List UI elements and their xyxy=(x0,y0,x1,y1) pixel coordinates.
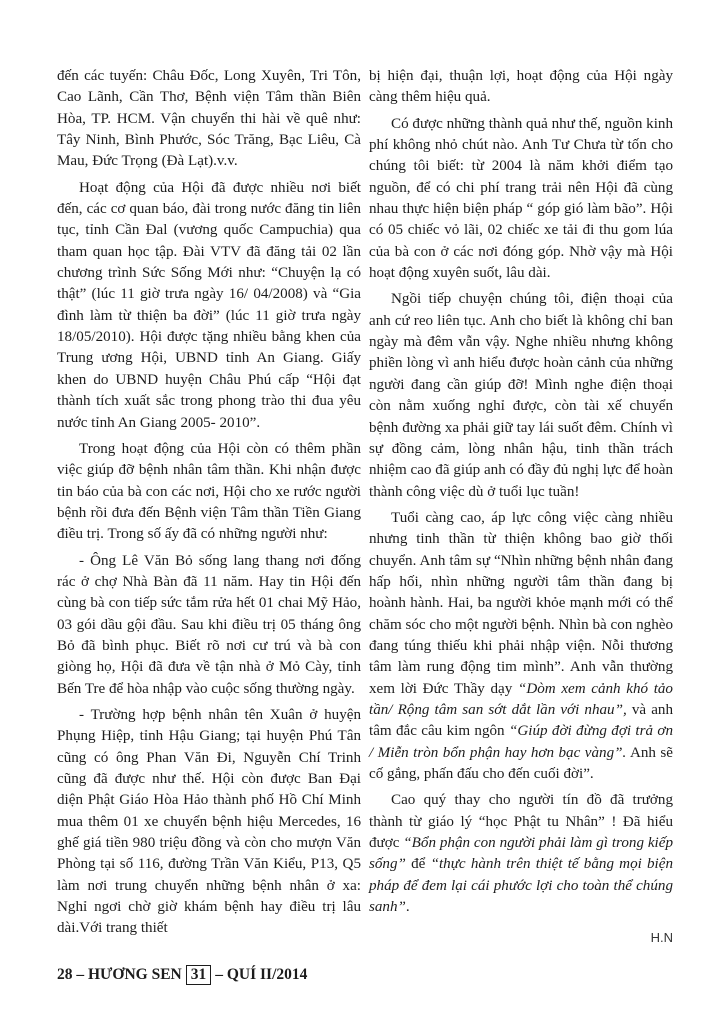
text-run: . xyxy=(405,899,410,916)
article-paragraph: Ngồi tiếp chuyện chúng tôi, điện thoại của anh cứ reo liên tục. Anh cho biết là không chỉ ban ngày mà đêm vẫn vậy. Nghe nhiều nhưng không phiền lòng vì anh hiểu được hoàn cảnh của những người đang cần giúp đỡ! Mình nghe điện thoại còn nằm xuống nghỉ được, còn tài xế chuyển bệnh đường xa phải giữ tay lái suốt đêm. Chính vì sự đồng cảm, lòng nhân hậu, tinh thần trách nhiệm cao đã giúp anh có đầy đủ nghị lực để hoàn thành công việc dù ở tuổi lục tuần! xyxy=(369,291,673,500)
article-left-column xyxy=(57,66,361,945)
article-paragraph: - Trường hợp bệnh nhân tên Xuân ở huyện Phụng Hiệp, tỉnh Hậu Giang; tại huyện Phú Tân cũng có ông Phan Văn Đi, Nguyễn Chí Trinh cũng đã được như thế. Hội còn được Ban Đại diện Phật Giáo Hòa Hảo thành phố Hồ Chí Minh mua thêm 01 xe chuyển bệnh hiệu Mercedes, 16 ghế giá tiền 980 triệu đồng và còn cho mượn Văn Phòng tại số 116, đường Trần Văn Kiểu, P13, Q5 làm nơi trung chuyển những bệnh nhân ở xa: Nghỉ ngơi chờ giờ khám bệnh hay điều trị lâu dài.Với trang thiết xyxy=(57,706,361,937)
issue-number-box: 31 xyxy=(186,965,212,985)
quote-italic: “Giúp đời đừng đợi trả ơn / Miễn tròn bổn phận hay hơn bạc vàng”. xyxy=(369,723,673,761)
magazine-name: HƯƠNG SEN xyxy=(88,966,182,983)
author-signature: H.N xyxy=(650,930,673,945)
footer-dash: – xyxy=(76,966,85,983)
footer-dash: – xyxy=(215,966,223,983)
quote-italic: “Bổn phận con người phải làm gì trong kiếp sống” xyxy=(369,835,673,873)
quote-italic: “thực hành trên thiệt tế bằng mọi biện pháp để đem lại cái phước lợi cho toàn thể chúng sanh” xyxy=(369,856,673,916)
page-number: 28 xyxy=(57,966,73,983)
article-paragraph: Có được những thành quả như thế, nguồn kinh phí không nhỏ chút nào. Anh Tư Chưa từ tốn cho chúng tôi biết: từ 2004 là năm khởi điểm tạo nguồn, để có chi phí trang trải nên Hội đã cùng nhau thực hiện biện pháp “ góp gió làm bão”. Hội có 05 chiếc vỏ lãi, 02 chiếc xe tải đi thu gom lúa của bà con ở các nơi đóng góp. Nhờ vậy mà Hội hoạt động xuyên suốt, lâu dài. xyxy=(369,115,673,282)
article-paragraph xyxy=(369,508,673,785)
text-run: Tuổi càng cao, áp lực công việc càng nhiều nhưng tinh thần từ thiện không bao giờ thối chuyển. Anh tâm sự “Nhìn những bệnh nhân đang hấp hối, nhìn những người tâm thần đang bị hoành hành. Hai, ba người khỏe mạnh mới có thể chăm sóc cho một người bệnh. Nhìn bà con nghèo đang túng thiếu khi phải nhập viện. Nỗi thương tâm làm rung động tim mình”. Anh vẫn thường xem lời Đức Thầy dạy xyxy=(369,509,673,697)
article-right-column xyxy=(369,66,673,923)
quote-italic: “Dòm xem cảnh khó tảo tần/ Rộng tâm san sớt dắt lần với nhau”, xyxy=(369,680,673,718)
article-paragraph: bị hiện đại, thuận lợi, hoạt động của Hội ngày càng thêm hiệu quả. xyxy=(369,68,673,106)
issue-quarter: QUÍ II/2014 xyxy=(226,966,308,983)
text-run: và anh tâm đắc câu kim ngôn xyxy=(369,701,674,740)
article-paragraph: - Ông Lê Văn Bỏ sống lang thang nơi đống rác ở chợ Nhà Bàn đã 11 năm. Hay tin Hội đến cùng bà con tiếp sức tắm rửa hết 01 chai Mỹ Hảo, 03 gói dầu gội đầu. Sau khi điều trị 05 tháng ông Bỏ đã bình phục. Biết rõ nơi cư trú và bà con giòng họ, Hội đã đưa về tận nhà ở Mỏ Cày, tỉnh Bến Tre để hòa nhập vào cuộc sống thường ngày. xyxy=(57,552,361,697)
article-paragraph: Trong hoạt động của Hội còn có thêm phần việc giúp đỡ bệnh nhân tâm thần. Khi nhận được tin báo của bà con các nơi, Hội cho xe rước người bệnh rồi đưa đến Bệnh viện Tâm thần Tiền Giang điều trị. Trong số ấy đã có những người như: xyxy=(57,440,361,543)
page-footer xyxy=(57,965,307,985)
article-paragraph: đến các tuyến: Châu Đốc, Long Xuyên, Tri Tôn, Cao Lãnh, Cần Thơ, Bệnh viện Tâm thần Biên Hòa, TP. HCM. Vận chuyển thi hài về quê như: Tây Ninh, Bình Phước, Sóc Trăng, Bạc Liêu, Cà Mau, Đức Trọng (Đà Lạt).v.v. xyxy=(57,68,361,170)
text-run: Cao quý thay cho người tín đồ đã trưởng thành từ giáo lý “học Phật tu Nhân” ! Đã hiểu được xyxy=(369,792,673,852)
text-run: Anh sẽ cố gắng, phấn đấu cho đến cuối đời”. xyxy=(369,744,673,782)
text-run: để xyxy=(405,856,431,873)
article-paragraph xyxy=(369,790,673,918)
article-paragraph: Hoạt động của Hội đã được nhiều nơi biết đến, các cơ quan báo, đài trong nước đăng tin liên tục, tỉnh Cần Đal (vương quốc Campuchia) qua tham quan học tập. Đài VTV đã đăng tải 02 lần chương trình Sức Sống Mới như: “Chuyện lạ có thật” (lúc 11 giờ trưa ngày 16/ 04/2008) và “Gia đình làm từ thiện ba đời” (lúc 11 giờ trưa ngày 18/05/2010). Hội được tặng nhiều bằng khen của Trung ương Hội, UBND tỉnh An Giang. Giấy khen do UBND huyện Châu Phú cấp “Hội đạt thành tích xuất sắc trong phong trào thi đua yêu nước tỉnh An Giang 2005- 2010”. xyxy=(57,179,361,431)
